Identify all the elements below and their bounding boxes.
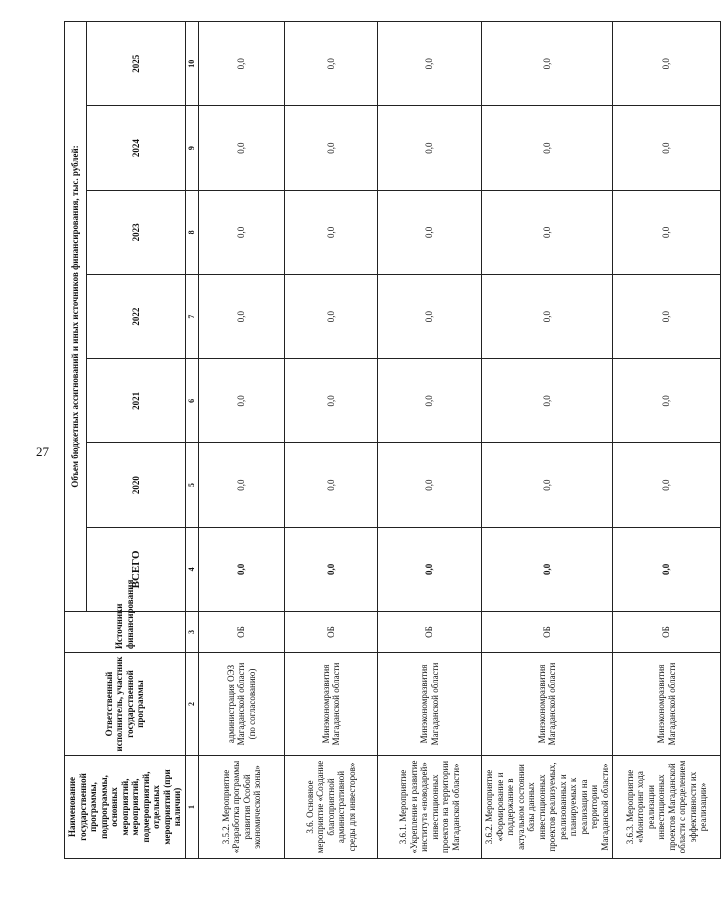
column-index: 1: [185, 756, 199, 859]
row-source: ОБ: [285, 612, 378, 653]
table-row: [285, 22, 378, 859]
header-row-1: [65, 22, 87, 859]
header-year: 2022: [87, 274, 185, 358]
column-index: 4: [185, 527, 199, 611]
row-value: 0,0: [613, 22, 721, 106]
column-index: 5: [185, 443, 199, 527]
row-value: 0,0: [285, 443, 378, 527]
table-row: [199, 22, 285, 859]
header-year: 2021: [87, 359, 185, 443]
row-value: 0,0: [613, 359, 721, 443]
row-value: 0,0: [613, 106, 721, 190]
row-executor: Минэкономразвития Магаданской области: [613, 653, 721, 756]
header-executor: Ответственный исполнитель, участник государственной программы: [65, 653, 186, 756]
column-index: 8: [185, 190, 199, 274]
row-value: 0,0: [285, 22, 378, 106]
column-index: 6: [185, 359, 199, 443]
header-funding: Объем бюджетных ассигнований и иных источников финансирования, тыс. рублей:: [65, 22, 87, 612]
row-value: 0,0: [378, 274, 482, 358]
table-row: [482, 22, 613, 859]
row-value: 0,0: [613, 443, 721, 527]
header-name: Наименование государственной программы, подпрограммы, основных мероприятий, мероприятий, подмероприятий, отдельных мероприятий (при наличии): [65, 756, 186, 859]
row-value: 0,0: [199, 190, 285, 274]
index-row: [185, 22, 199, 859]
header-year: 2023: [87, 190, 185, 274]
row-value: 0,0: [378, 190, 482, 274]
row-value: 0,0: [613, 190, 721, 274]
header-year: 2025: [87, 22, 185, 106]
row-value: 0,0: [199, 274, 285, 358]
row-source: ОБ: [199, 612, 285, 653]
column-index: 9: [185, 106, 199, 190]
row-total: 0,0: [378, 527, 482, 611]
row-executor: администрация ОЭЗ Магаданской области (по согласованию): [199, 653, 285, 756]
row-value: 0,0: [199, 443, 285, 527]
row-name: 3.6.3. Мероприятие «Мониторинг хода реализации инвестиционных проектов Магаданской области с определением эффективности их реализации»: [613, 756, 721, 859]
row-executor: Минэкономразвития Магаданской области: [378, 653, 482, 756]
row-value: 0,0: [378, 359, 482, 443]
funding-table: [64, 21, 721, 859]
row-executor: Минэкономразвития Магаданской области: [482, 653, 613, 756]
row-source: ОБ: [482, 612, 613, 653]
row-name: 3.6. Основное мероприятие «Создание благоприятной административной среды для инвесторов»: [285, 756, 378, 859]
row-value: 0,0: [482, 359, 613, 443]
row-value: 0,0: [482, 190, 613, 274]
row-source: ОБ: [613, 612, 721, 653]
row-value: 0,0: [285, 106, 378, 190]
row-total: 0,0: [285, 527, 378, 611]
table-row: [378, 22, 482, 859]
row-value: 0,0: [199, 106, 285, 190]
row-value: 0,0: [378, 106, 482, 190]
header-year: 2024: [87, 106, 185, 190]
row-value: 0,0: [482, 22, 613, 106]
page-number: 27: [36, 444, 49, 459]
row-value: 0,0: [199, 359, 285, 443]
row-source: ОБ: [378, 612, 482, 653]
row-value: 0,0: [378, 22, 482, 106]
row-value: 0,0: [613, 274, 721, 358]
column-index: 3: [185, 612, 199, 653]
row-value: 0,0: [482, 106, 613, 190]
row-value: 0,0: [285, 359, 378, 443]
row-value: 0,0: [378, 443, 482, 527]
row-value: 0,0: [285, 190, 378, 274]
header-source: Источники финансирования: [65, 612, 186, 653]
column-index: 2: [185, 653, 199, 756]
column-index: 7: [185, 274, 199, 358]
header-year: 2020: [87, 443, 185, 527]
row-total: 0,0: [482, 527, 613, 611]
table-row: [613, 22, 721, 859]
row-value: 0,0: [482, 274, 613, 358]
row-executor: Минэкономразвития Магаданской области: [285, 653, 378, 756]
row-value: 0,0: [285, 274, 378, 358]
row-name: 3.6.2. Мероприятие «Формирование и поддержание в актуальном состоянии базы данных инвестиционных проектов реализуемых, реализованных и планируемых к реализации на территории Магаданской области»: [482, 756, 613, 859]
column-index: 10: [185, 22, 199, 106]
row-name: 3.6.1. Мероприятие «Укрепление и развитие института «новодарей» инвестиционных проектов на территории Магаданской области»: [378, 756, 482, 859]
row-total: 0,0: [613, 527, 721, 611]
row-total: 0,0: [199, 527, 285, 611]
row-name: 3.5.2. Мероприятие «Разработка программы развития Особой экономической зоны»: [199, 756, 285, 859]
header-total: ВСЕГО: [87, 527, 185, 611]
rotated-table-container: [64, 21, 708, 859]
row-value: 0,0: [482, 443, 613, 527]
row-value: 0,0: [199, 22, 285, 106]
